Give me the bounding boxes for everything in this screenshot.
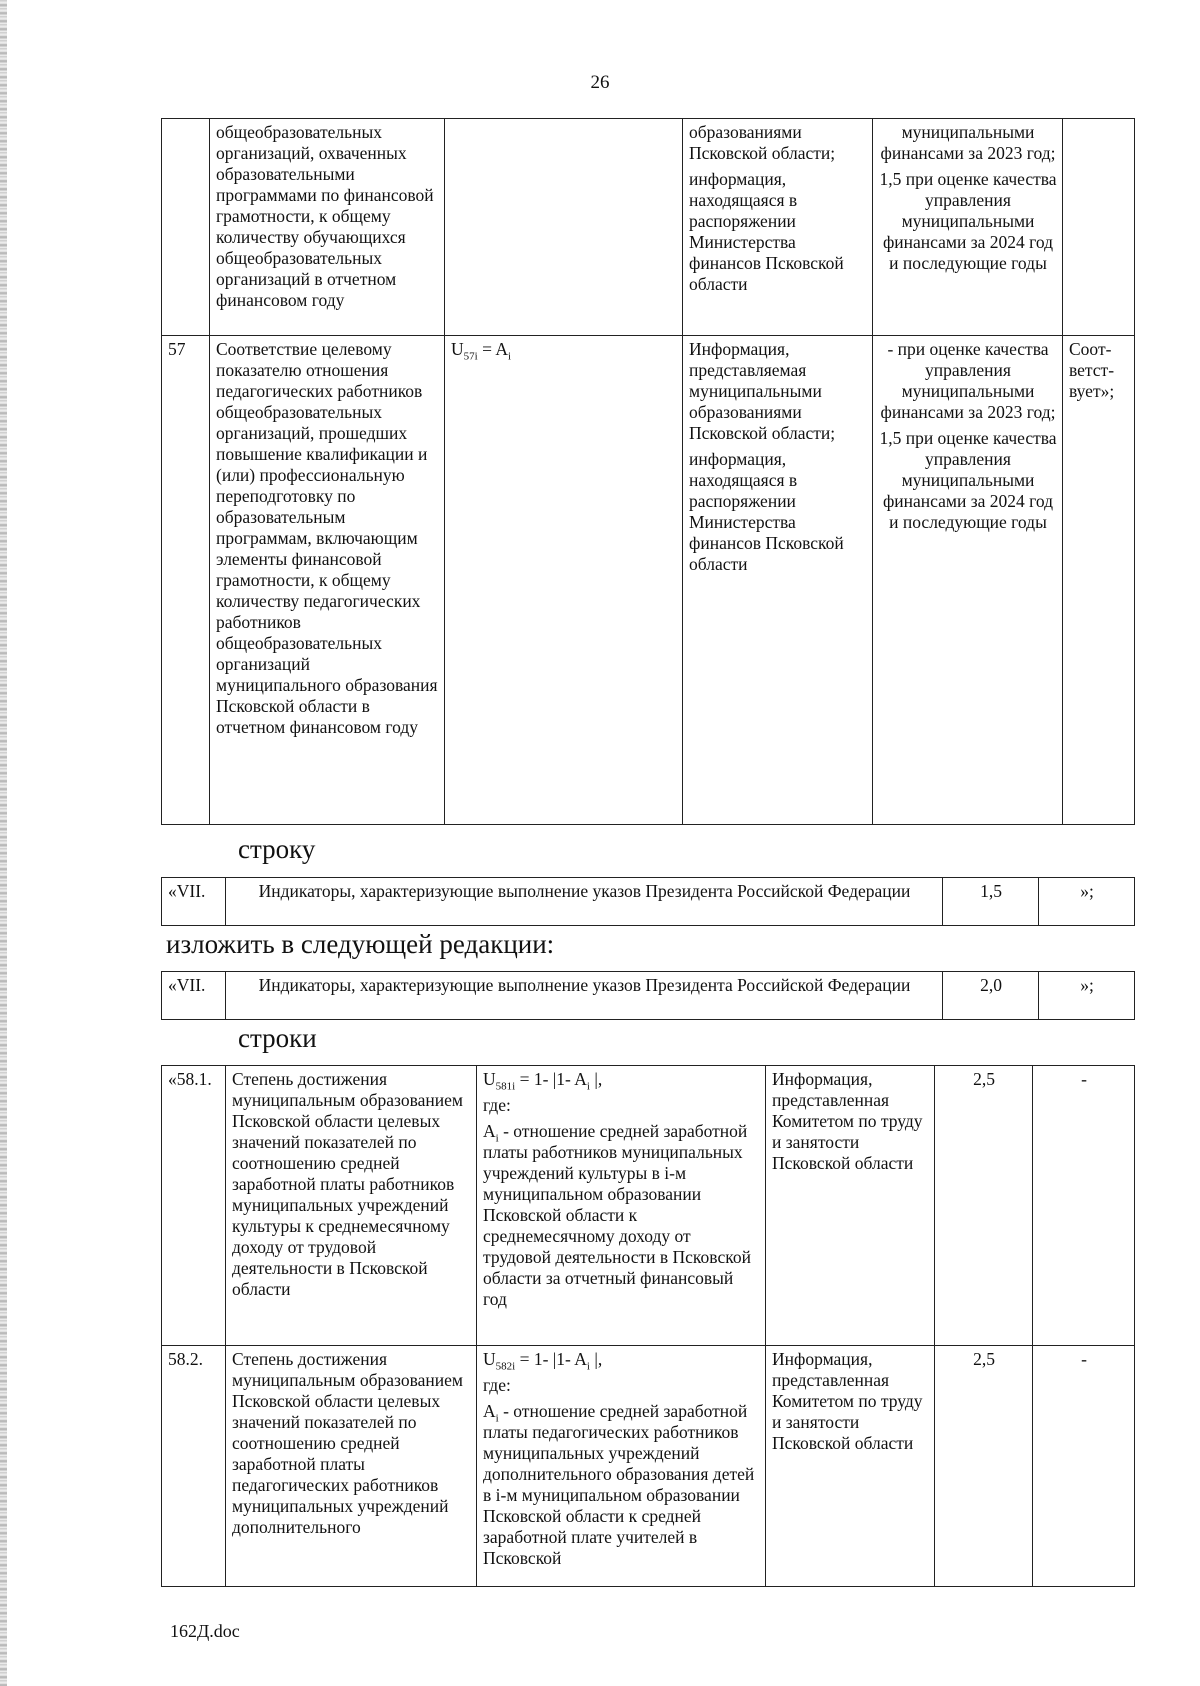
section-end: »; — [1039, 972, 1135, 1020]
indicator-name: общеобразовательных организаций, охваченных образовательными программами по финансовой грамотности, к общему количеству обучающихся общеобразовательных организаций в отчетном финансовом году — [216, 122, 434, 310]
table-row — [162, 972, 1135, 1020]
new-section-table — [161, 971, 1135, 1020]
formula-cell — [477, 1346, 766, 1587]
section-value: 1,5 — [943, 878, 1039, 926]
section-end: »; — [1039, 878, 1135, 926]
section-value: 2,0 — [943, 972, 1039, 1020]
formula-cell — [477, 1066, 766, 1346]
row-number-cell: 57 — [162, 336, 210, 825]
table-row — [162, 119, 1135, 336]
weight-cell — [873, 119, 1063, 336]
source-text: информация, находящаяся в распоряжении Министерства финансов Псковской области — [689, 169, 844, 294]
row-number-cell: 58.2. — [162, 1346, 226, 1587]
formula: $U_{581i} = 1-$ |1- $A_i$ |, — [483, 1069, 603, 1093]
weight-cell: 2,5 — [935, 1066, 1033, 1346]
formula: $U_{582i} = 1-$ |1- $A_i$ |, — [483, 1349, 603, 1373]
indicator-name: Соответствие целевому показателю отношения педагогических работников общеобразовательных организаций, прошедших повышение квалификации и (или) профессиональную переподготовку по образовательным программам, включающим элементы финансовой грамотности, к общему количеству педагогических работников общеобразовательных организаций муниципального образования Псковской области в отчетном финансовом году — [216, 339, 438, 737]
status-cell: Соот- ветст- вует»; — [1063, 336, 1135, 825]
table-row — [162, 878, 1135, 926]
old-section-table — [161, 877, 1135, 926]
scan-edge — [0, 0, 7, 1686]
source-cell: Информация, представленная Комитетом по труду и занятости Псковской области — [766, 1066, 935, 1346]
section-title: Индикаторы, характеризующие выполнение указов Президента Российской Федерации — [226, 878, 943, 926]
weight-cell — [873, 336, 1063, 825]
mark-cell: - — [1033, 1346, 1135, 1587]
source-text: образованиями Псковской области; — [689, 122, 836, 163]
indicator-name-cell — [210, 119, 445, 336]
table-row — [162, 1066, 1135, 1346]
indicators-table-new — [161, 1065, 1135, 1587]
formula-cell — [445, 336, 683, 825]
source-text: Информация, представляемая муниципальными образованиями Псковской области; — [689, 339, 836, 443]
weight-cell: 2,5 — [935, 1346, 1033, 1587]
label-edit: изложить в следующей редакции: — [166, 929, 555, 959]
status-cell — [1063, 119, 1135, 336]
weight-text: муниципальными финансами за 2023 год; — [880, 122, 1056, 163]
table-row — [162, 336, 1135, 825]
indicator-name: Степень достижения муниципальным образованием Псковской области целевых значений показателей по соотношению средней заработной платы работников муниципальных учреждений культуры к среднемесячному доходу от трудовой деятельности в Псковской области — [232, 1069, 463, 1299]
source-cell: Информация, представленная Комитетом по труду и занятости Псковской области — [766, 1346, 935, 1587]
row-number-cell: «58.1. — [162, 1066, 226, 1346]
source-cell — [683, 336, 873, 825]
section-number: «VII. — [162, 878, 226, 926]
formula-where: где: — [483, 1375, 511, 1395]
source-cell — [683, 119, 873, 336]
formula: $U_{57i} = A_i$ — [451, 339, 512, 363]
row-number-cell — [162, 119, 210, 336]
table-row — [162, 1346, 1135, 1587]
label-stroku: строку — [238, 834, 316, 864]
label-stroki: строки — [238, 1023, 317, 1053]
weight-text: 1,5 при оценке качества управления муниципальными финансами за 2024 год и последующие годы — [879, 169, 1057, 273]
mark-cell: - — [1033, 1066, 1135, 1346]
section-title: Индикаторы, характеризующие выполнение указов Президента Российской Федерации — [226, 972, 943, 1020]
section-number: «VII. — [162, 972, 226, 1020]
footer-filename: 162Д.doc — [170, 1621, 240, 1641]
formula-where: где: — [483, 1095, 511, 1115]
page-number: 26 — [590, 72, 610, 93]
weight-text: 1,5 при оценке качества управления муниципальными финансами за 2024 год и последующие годы — [879, 428, 1057, 532]
formula-description: $A_i$ - отношение средней заработной платы работников муниципальных учреждений культуры в i-м муниципальном образовании Псковской области к среднемесячному доходу от трудовой деятельности в Псковской области за отчетный финансовый год — [483, 1121, 751, 1309]
weight-text: - при оценке качества управления муниципальными финансами за 2023 год; — [880, 339, 1056, 422]
formula-description: $A_i$ - отношение средней заработной платы педагогических работников муниципальных учреждений дополнительного образования детей в i-м муниципальном образовании Псковской области к средней заработной плате учителей в Псковской — [483, 1401, 755, 1568]
indicator-name-cell — [210, 336, 445, 825]
indicator-name: Степень достижения муниципальным образованием Псковской области целевых значений показателей по соотношению средней заработной платы педагогических работников муниципальных учреждений дополнительного — [232, 1349, 463, 1537]
formula-cell — [445, 119, 683, 336]
indicator-name-cell — [226, 1346, 477, 1587]
source-text: информация, находящаяся в распоряжении Министерства финансов Псковской области — [689, 449, 844, 574]
indicators-table-continued — [161, 118, 1135, 825]
indicator-name-cell — [226, 1066, 477, 1346]
